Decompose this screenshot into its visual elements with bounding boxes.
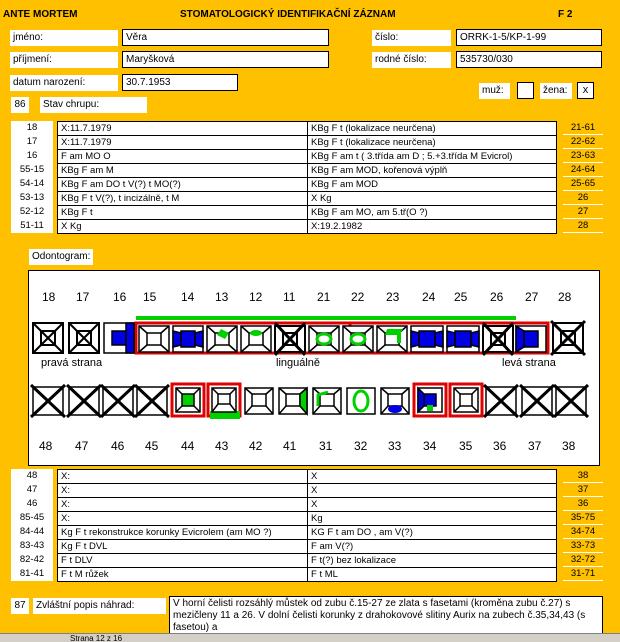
table-cell[interactable]: F am MO O bbox=[58, 150, 308, 164]
table-row bbox=[58, 220, 557, 234]
lower-left-numbers bbox=[11, 469, 53, 581]
tooth-code: 81-41 bbox=[11, 567, 53, 581]
tooth-number: 14 bbox=[181, 290, 195, 304]
tooth-42 bbox=[245, 388, 273, 414]
tooth-code: 51-11 bbox=[11, 219, 53, 233]
tooth-35-crown bbox=[450, 384, 482, 416]
rodne-cislo-label: rodné číslo: bbox=[372, 52, 451, 68]
header-title: STOMATOLOGICKÝ IDENTIFIKAČNÍ ZÁZNAM bbox=[180, 9, 396, 20]
tooth-number: 27 bbox=[525, 290, 539, 304]
lower-findings-table bbox=[57, 469, 557, 582]
table-row bbox=[58, 178, 557, 192]
tooth-number: 22 bbox=[351, 290, 365, 304]
tooth-code: 55-15 bbox=[11, 163, 53, 177]
tooth-number: 23 bbox=[386, 290, 400, 304]
table-cell[interactable]: F t(?) bez lokalizace bbox=[308, 554, 557, 568]
upper-findings-table bbox=[57, 121, 557, 234]
tooth-number: 33 bbox=[388, 439, 402, 453]
table-cell[interactable]: X: bbox=[58, 470, 308, 484]
tooth-28-missing bbox=[551, 321, 585, 355]
upper-left-numbers bbox=[11, 121, 53, 233]
table-row bbox=[58, 470, 557, 484]
header-form-id: F 2 bbox=[558, 9, 573, 20]
tooth-code: 22-62 bbox=[563, 135, 603, 149]
tooth-45-missing bbox=[135, 385, 169, 417]
tooth-15 bbox=[139, 326, 169, 352]
table-row bbox=[58, 122, 557, 136]
tooth-code: 84-44 bbox=[11, 525, 53, 539]
tooth-number: 34 bbox=[423, 439, 437, 453]
tooth-number: 11 bbox=[283, 290, 296, 304]
tooth-code: 82-42 bbox=[11, 553, 53, 567]
zena-label: žena: bbox=[540, 83, 572, 99]
stav-number: 86 bbox=[11, 97, 29, 113]
prava-strana-label: pravá strana bbox=[41, 357, 103, 369]
tooth-27 bbox=[516, 326, 546, 352]
table-cell[interactable]: KBg F am MOD bbox=[308, 178, 557, 192]
tooth-46-missing bbox=[101, 385, 135, 417]
lower-right-numbers bbox=[563, 469, 603, 581]
tooth-code: 83-43 bbox=[11, 539, 53, 553]
tooth-43-crown bbox=[208, 384, 240, 419]
footer-number: 87 bbox=[11, 598, 29, 614]
page-indicator: Strana 12 z 16 bbox=[70, 634, 123, 642]
header-left: ANTE MORTEM bbox=[3, 9, 78, 20]
tooth-48-missing bbox=[31, 385, 65, 417]
tooth-code: 52-12 bbox=[11, 205, 53, 219]
table-cell[interactable]: X bbox=[308, 470, 557, 484]
table-row bbox=[58, 484, 557, 498]
table-row bbox=[58, 498, 557, 512]
upper-right-numbers bbox=[563, 121, 603, 233]
tooth-18-missing bbox=[33, 323, 63, 353]
odontogram-panel bbox=[28, 270, 600, 466]
table-cell[interactable]: KBg F am MO, am 5.tř(O ?) bbox=[308, 206, 557, 220]
tooth-number: 15 bbox=[143, 290, 157, 304]
table-cell[interactable]: F t DLV bbox=[58, 554, 308, 568]
status-bar bbox=[0, 633, 620, 642]
tooth-code: 36 bbox=[563, 497, 603, 511]
tooth-code: 33-73 bbox=[563, 539, 603, 553]
tooth-13 bbox=[207, 326, 237, 352]
table-cell[interactable]: X Kg bbox=[308, 192, 557, 206]
table-cell[interactable]: Kg F t rekonstrukce korunky Evicrolem (am MO ?) bbox=[58, 526, 308, 540]
table-row bbox=[58, 136, 557, 150]
table-row bbox=[58, 150, 557, 164]
lingualne-label: linguálně bbox=[276, 357, 321, 369]
tooth-34-crown bbox=[414, 384, 446, 416]
table-cell[interactable]: KBg F am MOD, kořenová výplň bbox=[308, 164, 557, 178]
table-cell[interactable]: KBg F t bbox=[58, 206, 308, 220]
nahrady-description[interactable]: V horní čelisti rozsáhlý můstek od zubu č.15-27 ze zlata s fasetami (kroměna zubu č.27) s mezičleny 11 a 26. V dolní čelisti korunky z drahokovové slitiny Aurix na zubech č.35,34,43 (s fasetou) a bbox=[169, 596, 603, 642]
tooth-code: 18 bbox=[11, 121, 53, 135]
table-row bbox=[58, 206, 557, 220]
tooth-number: 16 bbox=[113, 290, 127, 304]
tooth-code: 37 bbox=[563, 483, 603, 497]
tooth-number: 21 bbox=[317, 290, 331, 304]
table-row bbox=[58, 526, 557, 540]
tooth-number: 42 bbox=[249, 439, 263, 453]
muz-label: muž: bbox=[479, 83, 510, 99]
table-cell[interactable]: Kg F t DVL bbox=[58, 540, 308, 554]
table-row bbox=[58, 512, 557, 526]
tooth-code: 35-75 bbox=[563, 511, 603, 525]
tooth-26-missing bbox=[483, 323, 513, 355]
tooth-code: 54-14 bbox=[11, 177, 53, 191]
table-cell[interactable]: F t ML bbox=[308, 568, 557, 582]
tooth-number: 17 bbox=[76, 290, 90, 304]
datum-field[interactable]: 30.7.1953 bbox=[122, 74, 238, 91]
tooth-33 bbox=[381, 388, 409, 414]
tooth-31 bbox=[313, 388, 341, 414]
tooth-47-missing bbox=[67, 385, 101, 417]
tooth-code: 46 bbox=[11, 497, 53, 511]
tooth-14 bbox=[173, 326, 203, 352]
tooth-number: 28 bbox=[558, 290, 572, 304]
tooth-code: 21-61 bbox=[563, 121, 603, 135]
tooth-number: 35 bbox=[459, 439, 473, 453]
tooth-17-missing bbox=[69, 323, 99, 353]
tooth-code: 48 bbox=[11, 469, 53, 483]
table-cell[interactable]: KBg F t (lokalizace neurčena) bbox=[308, 136, 557, 150]
footer-label: Zvláštní popis náhrad: bbox=[33, 598, 166, 614]
tooth-36-missing bbox=[484, 385, 518, 417]
tooth-number: 25 bbox=[454, 290, 468, 304]
tooth-11-missing bbox=[275, 323, 305, 355]
tooth-number: 37 bbox=[528, 439, 542, 453]
datum-label: datum narození: bbox=[10, 75, 118, 91]
prijmeni-label: příjmení: bbox=[10, 52, 118, 68]
table-cell[interactable]: KBg F am M bbox=[58, 164, 308, 178]
zena-checkbox[interactable]: x bbox=[577, 82, 594, 99]
tooth-code: 25-65 bbox=[563, 177, 603, 191]
tooth-number: 47 bbox=[75, 439, 89, 453]
table-row bbox=[58, 568, 557, 582]
table-cell[interactable]: X: bbox=[58, 484, 308, 498]
tooth-code: 23-63 bbox=[563, 149, 603, 163]
table-cell[interactable]: Kg bbox=[308, 512, 557, 526]
table-cell[interactable]: X:19.2.1982 bbox=[308, 220, 557, 234]
tooth-number: 43 bbox=[215, 439, 229, 453]
tooth-number: 46 bbox=[111, 439, 125, 453]
rodne-cislo-field[interactable]: 535730/030 bbox=[456, 51, 602, 68]
tooth-number: 32 bbox=[354, 439, 368, 453]
tooth-code: 28 bbox=[563, 219, 603, 233]
tooth-23 bbox=[377, 326, 407, 352]
jmeno-label: jméno: bbox=[10, 30, 118, 46]
jmeno-field[interactable]: Věra bbox=[122, 29, 329, 46]
tooth-code: 16 bbox=[11, 149, 53, 163]
tooth-21 bbox=[309, 326, 339, 352]
tooth-41 bbox=[279, 388, 307, 414]
tooth-number: 38 bbox=[562, 439, 576, 453]
table-cell[interactable]: X bbox=[308, 484, 557, 498]
tooth-code: 17 bbox=[11, 135, 53, 149]
muz-checkbox[interactable] bbox=[517, 82, 534, 99]
table-cell[interactable]: X: bbox=[58, 498, 308, 512]
tooth-code: 47 bbox=[11, 483, 53, 497]
cislo-field[interactable]: ORRK-1-5/KP-1-99 bbox=[456, 29, 602, 46]
tooth-code: 38 bbox=[563, 469, 603, 483]
table-cell[interactable]: KBg F t (lokalizace neurčena) bbox=[308, 122, 557, 136]
table-cell[interactable]: KG F t am DO , am V(?) bbox=[308, 526, 557, 540]
tooth-code: 31-71 bbox=[563, 567, 603, 581]
tooth-32 bbox=[347, 388, 375, 414]
tooth-25 bbox=[447, 326, 479, 352]
tooth-number: 18 bbox=[42, 290, 56, 304]
tooth-code: 24-64 bbox=[563, 163, 603, 177]
tooth-number: 12 bbox=[249, 290, 263, 304]
tooth-code: 34-74 bbox=[563, 525, 603, 539]
stav-label: Stav chrupu: bbox=[40, 97, 147, 113]
tooth-number: 13 bbox=[215, 290, 229, 304]
tooth-code: 27 bbox=[563, 205, 603, 219]
table-cell[interactable]: X:11.7.1979 bbox=[58, 136, 308, 150]
cislo-label: číslo: bbox=[372, 30, 451, 46]
tooth-code: 32-72 bbox=[563, 553, 603, 567]
table-cell[interactable]: X Kg bbox=[58, 220, 308, 234]
tooth-12 bbox=[241, 326, 271, 352]
tooth-22 bbox=[343, 326, 373, 352]
tooth-44-crown bbox=[172, 384, 204, 416]
table-row bbox=[58, 540, 557, 554]
odontogram-label: Odontogram: bbox=[29, 249, 93, 265]
tooth-number: 48 bbox=[39, 439, 53, 453]
table-row bbox=[58, 554, 557, 568]
tooth-code: 85-45 bbox=[11, 511, 53, 525]
table-cell[interactable]: KBg F am DO t V(?) t MO(?) bbox=[58, 178, 308, 192]
table-cell[interactable]: KBg F t V(?), t incizálně, t M bbox=[58, 192, 308, 206]
odontogram-chart bbox=[29, 271, 601, 467]
tooth-number: 24 bbox=[422, 290, 436, 304]
tooth-number: 26 bbox=[490, 290, 504, 304]
table-cell[interactable]: F am V(?) bbox=[308, 540, 557, 554]
tooth-code: 53-13 bbox=[11, 191, 53, 205]
table-row bbox=[58, 192, 557, 206]
tooth-number: 31 bbox=[319, 439, 333, 453]
tooth-number: 45 bbox=[145, 439, 159, 453]
tooth-number: 44 bbox=[181, 439, 195, 453]
table-cell[interactable]: X: bbox=[58, 512, 308, 526]
table-cell[interactable]: F t M růžek bbox=[58, 568, 308, 582]
table-cell[interactable]: X bbox=[308, 498, 557, 512]
tooth-38-missing bbox=[554, 385, 588, 417]
table-cell[interactable]: KBg F am t ( 3.třída am D ; 5.+3.třída M Evicrol) bbox=[308, 150, 557, 164]
tooth-37-missing bbox=[520, 385, 554, 417]
tooth-code: 26 bbox=[563, 191, 603, 205]
tooth-24 bbox=[411, 326, 443, 352]
table-cell[interactable]: X:11.7.1979 bbox=[58, 122, 308, 136]
tooth-number: 36 bbox=[493, 439, 507, 453]
prijmeni-field[interactable]: Maryšková bbox=[122, 51, 329, 68]
leva-strana-label: levá strana bbox=[502, 357, 556, 369]
tooth-number: 41 bbox=[283, 439, 297, 453]
table-row bbox=[58, 164, 557, 178]
tooth-16 bbox=[104, 323, 134, 353]
